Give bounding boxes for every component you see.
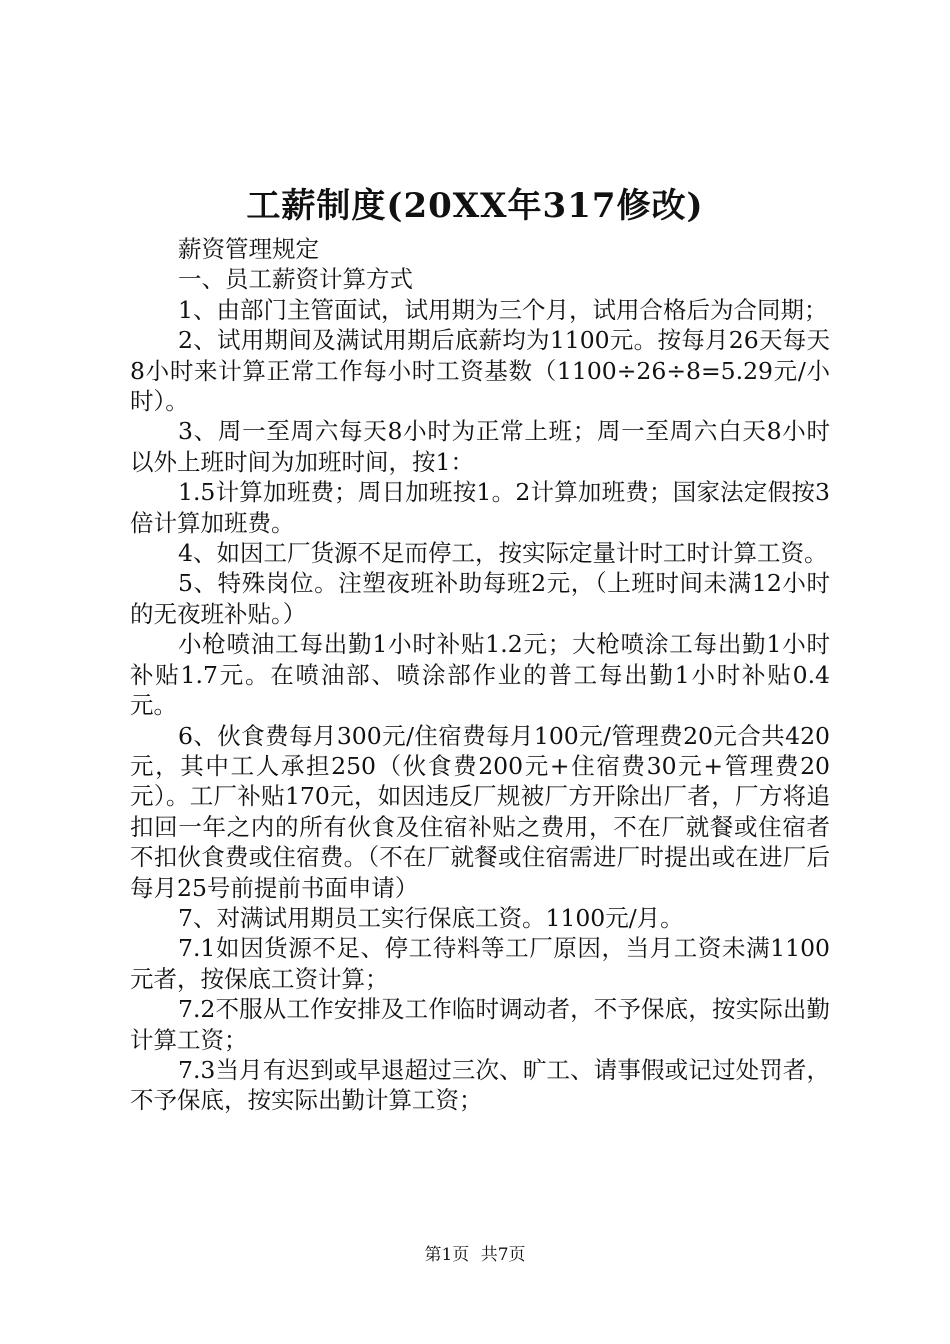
paragraph: 7.2不服从工作安排及工作临时调动者，不予保底，按实际出勤计算工资；	[130, 995, 830, 1054]
paragraph: 薪资管理规定	[178, 235, 319, 263]
page-number: 第1页	[424, 1245, 470, 1265]
paragraph: 小枪喷油工每出勤1小时补贴1.2元；大枪喷涂工每出勤1小时补贴1.7元。在喷油部、喷涂部作业的普工每出勤1小时补贴0.4元。	[130, 630, 830, 720]
document-title: 工薪制度(20XX年317修改)	[246, 186, 704, 226]
page-total: 共7页	[480, 1245, 526, 1265]
paragraph: 2、试用期间及满试用期后底薪均为1100元。按每月26天每天8小时来计算正常工作每小时工资基数（1100÷26÷8=5.29元/小时）。	[130, 326, 830, 416]
paragraph: 1、由部门主管面试，试用期为三个月，试用合格后为合同期；	[178, 295, 828, 324]
paragraph: 7.3当月有迟到或早退超过三次、旷工、请事假或记过处罚者，不予保底，按实际出勤计算工资；	[130, 1055, 830, 1115]
section-heading: 一、员工薪资计算方式	[178, 265, 413, 294]
paragraph: 5、特殊岗位。注塑夜班补助每班2元，（上班时间未满12小时的无夜班补贴。）	[130, 569, 830, 628]
paragraph: 7、对满试用期员工实行保底工资。1100元/月。	[178, 903, 684, 932]
paragraph: 4、如因工厂货源不足而停工，按实际定量计时工时计算工资。	[178, 539, 828, 568]
page-footer	[0, 1244, 950, 1266]
document-body	[130, 234, 830, 1116]
paragraph: 7.1如因货源不足、停工待料等工厂原因，当月工资未满1100元者，按保底工资计算；	[130, 934, 830, 993]
paragraph: 1.5计算加班费；周日加班按1。2计算加班费；国家法定假按3倍计算加班费。	[130, 478, 830, 537]
paragraph: 6、伙食费每月300元/住宿费每月100元/管理费20元合共420元，其中工人承担250（伙食费200元+住宿费30元+管理费20元）。工厂补贴170元，如因违反厂规被厂方开除出厂者，厂方将追扣回一年之内的所有伙食及住宿补贴之费用，不在厂就餐或住宿者不扣伙食费或住宿费。（不在厂就餐或住宿需进厂时提出或在进厂后每月25号前提前书面申请）	[130, 721, 830, 902]
paragraph: 3、周一至周六每天8小时为正常上班；周一至周六白天8小时以外上班时间为加班时间，按1：	[130, 417, 830, 476]
